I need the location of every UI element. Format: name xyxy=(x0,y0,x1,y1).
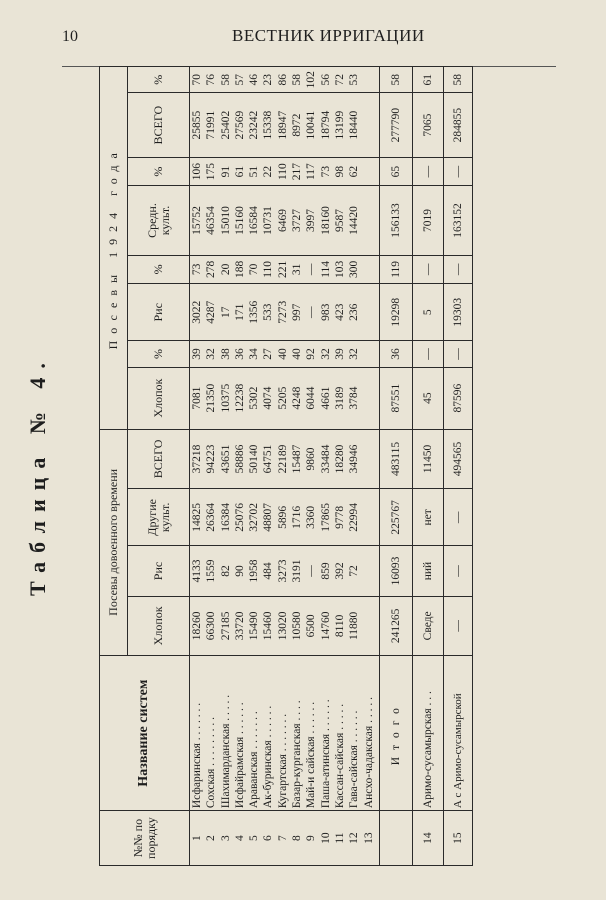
value: 4661 xyxy=(319,386,332,410)
value: 13020 xyxy=(276,611,289,641)
value: — xyxy=(413,157,444,186)
value: 9860 xyxy=(305,447,318,471)
value: 46354 xyxy=(205,206,218,235)
value: 53 xyxy=(348,73,361,86)
value: 31 xyxy=(291,263,304,276)
value: 494565 xyxy=(444,429,473,489)
value: 19298 xyxy=(380,284,413,341)
value: 175 xyxy=(205,163,218,181)
system-name: Ансхо-чадакская . . . . . xyxy=(362,697,375,809)
cell-rice-pct xyxy=(190,255,380,284)
value: 15487 xyxy=(291,444,304,474)
row-num: 11 xyxy=(333,832,346,844)
table-caption: Таблица № 4. xyxy=(25,354,50,596)
value: 48807 xyxy=(262,502,275,532)
row-num: 10 xyxy=(319,832,332,844)
value: — xyxy=(444,157,473,186)
value: 43651 xyxy=(219,444,232,474)
value: 72 xyxy=(333,73,346,86)
value: 98 xyxy=(333,165,346,178)
system-name: Кугартская . . . . . . . xyxy=(276,713,289,809)
value: 7019 xyxy=(413,186,444,255)
value: 39 xyxy=(191,348,203,360)
cell-prewar-other xyxy=(190,489,380,546)
value: 32 xyxy=(205,348,218,360)
journal-title: ВЕСТНИК ИРРИГАЦИИ xyxy=(232,26,425,45)
value: 87551 xyxy=(380,367,413,429)
value: — xyxy=(444,255,473,284)
value: 25402 xyxy=(219,110,232,140)
system-name: Шахимарданская . . . . . xyxy=(219,694,232,809)
value: 110 xyxy=(262,260,275,278)
value: ний xyxy=(413,546,444,596)
value: 8110 xyxy=(333,614,346,638)
value: 5302 xyxy=(248,386,261,410)
value xyxy=(362,160,376,184)
row-num: 12 xyxy=(348,832,361,844)
value: Сведе xyxy=(413,596,444,656)
value: 4074 xyxy=(262,386,275,410)
value: 20 xyxy=(219,263,232,276)
value: 3191 xyxy=(291,559,304,583)
value: 225767 xyxy=(380,489,413,546)
value: 3273 xyxy=(276,559,289,583)
value: 22189 xyxy=(276,444,289,474)
value: 171 xyxy=(233,303,246,321)
value: — xyxy=(444,489,473,546)
value: 87596 xyxy=(444,367,473,429)
value: 27 xyxy=(262,348,275,360)
value: — xyxy=(305,565,318,577)
value: 70 xyxy=(191,73,203,86)
value: 156133 xyxy=(380,186,413,255)
value: 6500 xyxy=(305,614,318,638)
value: 5 xyxy=(413,284,444,341)
col-rice-pct: % xyxy=(128,255,190,284)
value: 15160 xyxy=(233,206,246,235)
value: 18260 xyxy=(191,611,203,641)
total-row xyxy=(380,67,413,866)
value: 5896 xyxy=(276,505,289,529)
value: 423 xyxy=(333,303,346,321)
cell-cotton xyxy=(190,367,380,429)
value: — xyxy=(444,341,473,367)
cell-total-pct xyxy=(190,67,380,93)
value: 94223 xyxy=(205,444,218,474)
value: 64751 xyxy=(262,444,275,474)
row-num: 4 xyxy=(233,835,246,841)
value: 82 xyxy=(219,565,232,577)
value: 300 xyxy=(348,260,361,279)
value: 284855 xyxy=(444,93,473,157)
value: 19303 xyxy=(444,284,473,341)
value xyxy=(362,548,376,593)
value xyxy=(362,258,376,282)
row-num: 3 xyxy=(219,835,232,841)
value: 70 xyxy=(248,263,261,276)
value: 163152 xyxy=(444,186,473,255)
value: 16093 xyxy=(380,546,413,596)
value: 66300 xyxy=(205,611,218,641)
value: 37218 xyxy=(191,444,203,474)
system-name: Исфайрамская . . . . . . xyxy=(233,702,246,809)
value: 26364 xyxy=(205,502,218,532)
value: нет xyxy=(413,489,444,546)
value: 11880 xyxy=(348,611,361,641)
value: 3784 xyxy=(348,386,361,410)
value: 91 xyxy=(219,165,232,178)
col-medium: Средн. культ. xyxy=(128,186,190,255)
value: 484 xyxy=(262,562,275,580)
value: 4133 xyxy=(191,559,203,583)
value: 859 xyxy=(319,562,332,580)
row-num: 15 xyxy=(444,811,473,866)
value: 58 xyxy=(219,73,232,86)
value: 36 xyxy=(380,341,413,367)
value: 32702 xyxy=(248,502,261,532)
value: 278 xyxy=(205,260,218,279)
value: 392 xyxy=(333,562,346,580)
row-num: 2 xyxy=(205,835,218,841)
main-data-block xyxy=(190,67,380,866)
value: 27569 xyxy=(233,110,246,140)
value: — xyxy=(413,255,444,284)
system-name: Кассан-сайская . . . . . xyxy=(333,703,346,809)
value: 61 xyxy=(413,67,444,93)
value: 106 xyxy=(191,163,203,181)
row-num: 6 xyxy=(262,835,275,841)
value: — xyxy=(305,306,318,319)
value xyxy=(362,432,376,487)
system-name: А с Аримо-сусамырской xyxy=(444,656,473,811)
value: 103 xyxy=(333,260,346,279)
row-num: 14 xyxy=(413,811,444,866)
value: 16384 xyxy=(219,502,232,532)
value: 23242 xyxy=(248,110,261,140)
cell-prewar-rice xyxy=(190,546,380,596)
value: 27185 xyxy=(219,611,232,641)
system-name: Май-и сайская . . . . . . xyxy=(305,701,318,809)
value: 10041 xyxy=(305,110,318,140)
cell-cotton-pct xyxy=(190,341,380,367)
value: 7065 xyxy=(413,93,444,157)
system-name: Ак-буринская . . . . . . xyxy=(262,705,275,809)
value: 40 xyxy=(291,348,304,360)
value: 3997 xyxy=(305,209,318,232)
value: 22994 xyxy=(348,502,361,532)
value: 18160 xyxy=(319,206,332,235)
value: 1958 xyxy=(248,559,261,583)
value: 50140 xyxy=(248,444,261,474)
cell-rice xyxy=(190,284,380,341)
value: 983 xyxy=(319,303,332,321)
value: 58 xyxy=(380,67,413,93)
value: 1716 xyxy=(291,505,304,529)
value: 6469 xyxy=(276,209,289,232)
value: — xyxy=(413,341,444,367)
value: 15460 xyxy=(262,611,275,641)
value: 18440 xyxy=(348,110,361,140)
rotated-table-wrapper xyxy=(99,66,555,866)
value: 15338 xyxy=(262,110,275,140)
page-header xyxy=(0,22,606,52)
irrigation-table xyxy=(99,66,473,866)
value: 483115 xyxy=(380,429,413,489)
value: 76 xyxy=(205,73,218,86)
col-cotton: Хлопок xyxy=(128,367,190,429)
value: 16584 xyxy=(248,206,261,235)
system-name: Аримо-сусамырская . . . xyxy=(413,656,444,811)
col-cotton-pct: % xyxy=(128,341,190,367)
value: 86 xyxy=(276,73,289,86)
system-name: Гава-сайская . . . . . . xyxy=(348,710,361,809)
value: 15490 xyxy=(248,611,261,641)
value: 10731 xyxy=(262,206,275,235)
value: 21350 xyxy=(205,383,218,413)
value: 8972 xyxy=(291,113,304,137)
value: 58886 xyxy=(233,444,246,474)
system-name: Сохская . . . . . . . . . xyxy=(205,716,218,809)
value: 10580 xyxy=(291,611,304,641)
value xyxy=(362,491,376,543)
row-num: 9 xyxy=(305,835,318,841)
cell-medium-pct xyxy=(190,157,380,186)
value: 51 xyxy=(248,165,261,178)
value: 15752 xyxy=(191,206,203,235)
value: 14760 xyxy=(319,611,332,641)
value: 22 xyxy=(262,165,275,178)
value: 1356 xyxy=(248,300,261,324)
value: 110 xyxy=(276,163,289,181)
value: 11450 xyxy=(413,429,444,489)
value: 114 xyxy=(319,260,332,278)
col-rice: Рис xyxy=(128,284,190,341)
value: 119 xyxy=(380,255,413,284)
row-num: 1 xyxy=(191,835,203,841)
col-prewar-other: Другие культ. xyxy=(128,489,190,546)
cell-total xyxy=(190,93,380,157)
value: 10375 xyxy=(219,383,232,413)
value: 15010 xyxy=(219,206,232,235)
value: 18280 xyxy=(333,444,346,474)
value: 73 xyxy=(319,165,332,178)
value: 32 xyxy=(319,348,332,360)
value: 90 xyxy=(233,565,246,577)
value: 13199 xyxy=(333,110,346,140)
value: 997 xyxy=(291,303,304,321)
value: 6044 xyxy=(305,386,318,410)
value: 57 xyxy=(233,73,246,86)
value: 18794 xyxy=(319,110,332,140)
value: 221 xyxy=(276,260,289,279)
value: 3189 xyxy=(333,386,346,410)
value: 58 xyxy=(291,73,304,86)
col-total: ВСЕГО xyxy=(128,93,190,157)
system-name: Паша-атинская . . . . . . xyxy=(319,699,332,809)
value: 45 xyxy=(413,367,444,429)
row-num: 5 xyxy=(248,835,261,841)
value: 25855 xyxy=(191,110,203,140)
value xyxy=(362,188,376,252)
value: 5205 xyxy=(276,386,289,410)
value: 4248 xyxy=(291,386,304,410)
value: 277790 xyxy=(380,93,413,157)
value: 3360 xyxy=(305,505,318,529)
total-label: Итого xyxy=(380,656,413,811)
value: 7081 xyxy=(191,386,203,410)
col-medium-pct: % xyxy=(128,157,190,186)
value: 17865 xyxy=(319,502,332,532)
value xyxy=(362,599,376,654)
value: 32 xyxy=(348,348,361,360)
value: 71991 xyxy=(205,110,218,140)
value: 236 xyxy=(348,303,361,321)
group-prewar-header: Посевы довоенного времени xyxy=(100,429,128,656)
col-prewar-cotton: Хлопок xyxy=(128,596,190,656)
value: — xyxy=(305,263,318,276)
group-1924-header: Посевы 1924 года xyxy=(100,67,128,430)
value: 36 xyxy=(233,348,246,360)
value: 61 xyxy=(233,165,246,178)
value xyxy=(362,370,376,427)
value: 533 xyxy=(262,303,275,321)
value: 9778 xyxy=(333,505,346,529)
value: 40 xyxy=(276,348,289,360)
cell-prewar-total xyxy=(190,429,380,489)
value xyxy=(362,95,376,154)
value: 4287 xyxy=(205,300,218,324)
col-prewar-rice: Рис xyxy=(128,546,190,596)
value xyxy=(362,286,376,338)
value: — xyxy=(444,596,473,656)
value: 117 xyxy=(305,163,318,181)
value: 33484 xyxy=(319,444,332,474)
row-num: 7 xyxy=(276,835,289,841)
value: 58 xyxy=(444,67,473,93)
row-14 xyxy=(413,67,444,866)
value: 3022 xyxy=(191,300,203,324)
row-15 xyxy=(444,67,473,866)
value: 23 xyxy=(262,73,275,86)
value: 3727 xyxy=(291,209,304,232)
value: — xyxy=(444,546,473,596)
value: 72 xyxy=(348,565,361,577)
value: 73 xyxy=(191,263,203,276)
page-number: 10 xyxy=(62,28,78,45)
value xyxy=(362,343,376,364)
value: 65 xyxy=(380,157,413,186)
value: 39 xyxy=(333,348,346,360)
col-name-header: Название систем xyxy=(100,656,190,811)
value: 12238 xyxy=(233,383,246,413)
system-name: Базар-курганская . . . . xyxy=(291,700,304,809)
value: 34 xyxy=(248,348,261,360)
value: 102 xyxy=(305,71,318,89)
value: 217 xyxy=(291,163,304,181)
value: 46 xyxy=(248,73,261,86)
value: 38 xyxy=(219,348,232,360)
value: 9587 xyxy=(333,209,346,232)
value: 33720 xyxy=(233,611,246,641)
value: 56 xyxy=(319,73,332,86)
value: 92 xyxy=(305,348,318,360)
cell-num xyxy=(190,811,380,866)
value: 1559 xyxy=(205,559,218,583)
value: 14825 xyxy=(191,502,203,532)
value: 17 xyxy=(219,306,232,319)
cell-names xyxy=(190,656,380,811)
col-total-pct: % xyxy=(128,67,190,93)
value: 188 xyxy=(233,260,246,279)
cell-prewar-cotton xyxy=(190,596,380,656)
value xyxy=(362,69,376,90)
value: 7273 xyxy=(276,300,289,324)
col-num-header: №№ по порядку xyxy=(100,811,190,866)
empty-cell xyxy=(380,811,413,866)
row-num: 13 xyxy=(362,832,375,844)
value: 25076 xyxy=(233,502,246,532)
value: 14420 xyxy=(348,206,361,235)
col-prewar-total: ВСЕГО xyxy=(128,429,190,489)
value: 18947 xyxy=(276,110,289,140)
system-name: Араванская . . . . . . . xyxy=(248,711,261,809)
value: 62 xyxy=(348,165,361,178)
row-num: 8 xyxy=(291,835,304,841)
system-name: Исфаринская . . . . . . . xyxy=(191,702,203,809)
cell-medium xyxy=(190,186,380,255)
value: 241265 xyxy=(380,596,413,656)
value: 34946 xyxy=(348,444,361,474)
